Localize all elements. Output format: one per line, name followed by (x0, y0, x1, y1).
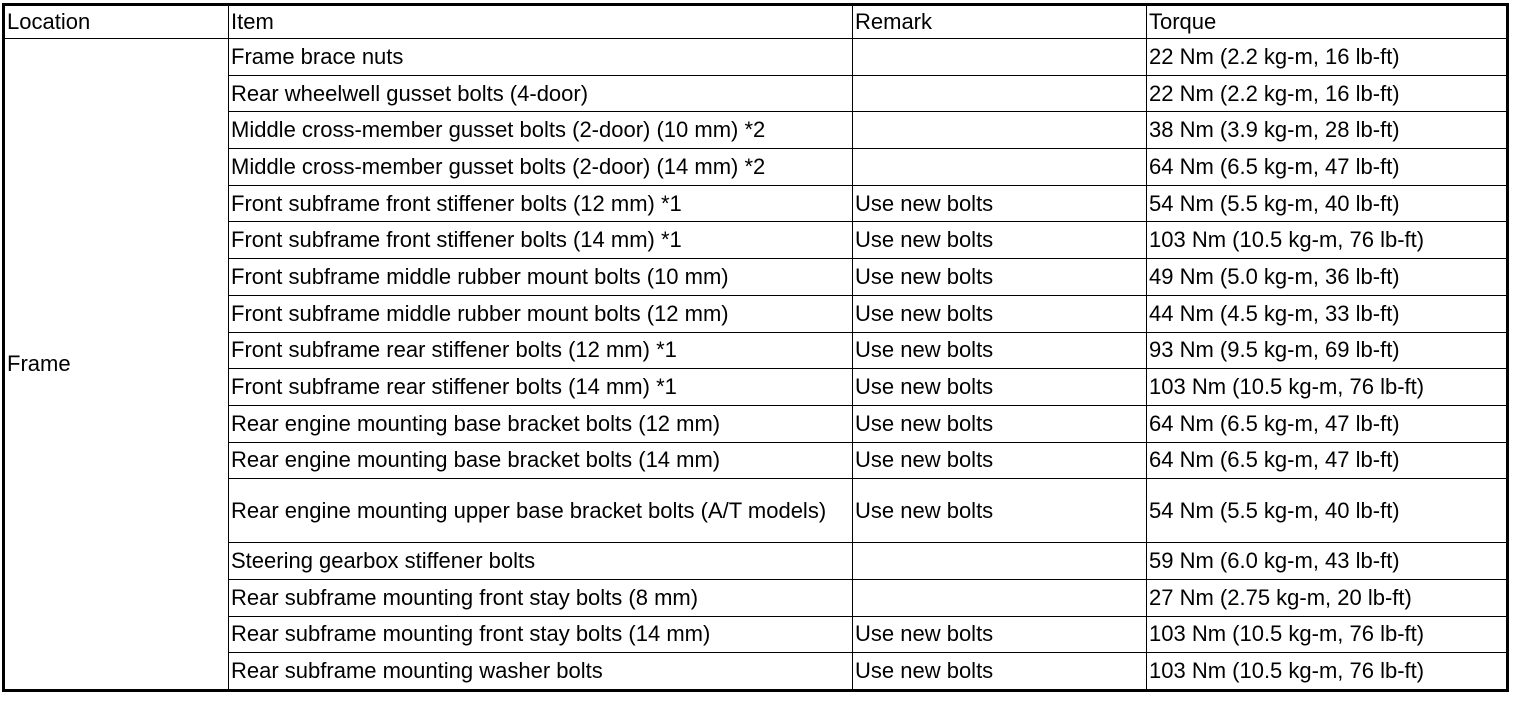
torque-cell: 103 Nm (10.5 kg-m, 76 lb-ft) (1147, 369, 1507, 406)
table-row (5, 616, 1507, 653)
item-cell: Front subframe rear stiffener bolts (14 mm) *1 (229, 369, 853, 406)
remark-cell (853, 75, 1147, 112)
torque-cell: 54 Nm (5.5 kg-m, 40 lb-ft) (1147, 185, 1507, 222)
item-cell: Rear engine mounting base bracket bolts (14 mm) (229, 442, 853, 479)
table-row (5, 332, 1507, 369)
torque-cell: 38 Nm (3.9 kg-m, 28 lb-ft) (1147, 112, 1507, 149)
remark-cell (853, 543, 1147, 580)
remark-cell: Use new bolts (853, 369, 1147, 406)
location-cell: Frame (5, 39, 229, 690)
table-row (5, 369, 1507, 406)
remark-cell: Use new bolts (853, 442, 1147, 479)
torque-cell: 64 Nm (6.5 kg-m, 47 lb-ft) (1147, 405, 1507, 442)
torque-cell: 27 Nm (2.75 kg-m, 20 lb-ft) (1147, 579, 1507, 616)
item-cell: Front subframe middle rubber mount bolts (10 mm) (229, 259, 853, 296)
table-row (5, 479, 1507, 543)
remark-cell: Use new bolts (853, 616, 1147, 653)
table-row (5, 653, 1507, 690)
item-cell: Middle cross-member gusset bolts (2-door) (14 mm) *2 (229, 149, 853, 186)
torque-cell: 103 Nm (10.5 kg-m, 76 lb-ft) (1147, 616, 1507, 653)
torque-cell: 22 Nm (2.2 kg-m, 16 lb-ft) (1147, 75, 1507, 112)
remark-cell: Use new bolts (853, 259, 1147, 296)
table-row (5, 442, 1507, 479)
table-row (5, 75, 1507, 112)
remark-cell: Use new bolts (853, 185, 1147, 222)
torque-cell: 103 Nm (10.5 kg-m, 76 lb-ft) (1147, 653, 1507, 690)
torque-cell: 103 Nm (10.5 kg-m, 76 lb-ft) (1147, 222, 1507, 259)
torque-specification-table (4, 5, 1507, 690)
torque-cell: 22 Nm (2.2 kg-m, 16 lb-ft) (1147, 39, 1507, 76)
item-cell: Middle cross-member gusset bolts (2-door) (10 mm) *2 (229, 112, 853, 149)
item-cell: Rear wheelwell gusset bolts (4-door) (229, 75, 853, 112)
torque-cell: 64 Nm (6.5 kg-m, 47 lb-ft) (1147, 149, 1507, 186)
item-cell: Rear subframe mounting front stay bolts (14 mm) (229, 616, 853, 653)
torque-table-container (4, 5, 1507, 690)
table-row (5, 149, 1507, 186)
header-remark: Remark (853, 6, 1147, 39)
remark-cell: Use new bolts (853, 295, 1147, 332)
remark-cell: Use new bolts (853, 332, 1147, 369)
remark-cell (853, 39, 1147, 76)
item-cell: Rear engine mounting upper base bracket bolts (A/T models) (229, 479, 853, 543)
item-cell: Front subframe front stiffener bolts (12 mm) *1 (229, 185, 853, 222)
item-cell: Rear engine mounting base bracket bolts (12 mm) (229, 405, 853, 442)
table-row (5, 405, 1507, 442)
header-location: Location (5, 6, 229, 39)
torque-cell: 44 Nm (4.5 kg-m, 33 lb-ft) (1147, 295, 1507, 332)
table-row (5, 185, 1507, 222)
remark-cell: Use new bolts (853, 653, 1147, 690)
header-item: Item (229, 6, 853, 39)
torque-cell: 49 Nm (5.0 kg-m, 36 lb-ft) (1147, 259, 1507, 296)
torque-cell: 59 Nm (6.0 kg-m, 43 lb-ft) (1147, 543, 1507, 580)
table-row (5, 112, 1507, 149)
torque-cell: 54 Nm (5.5 kg-m, 40 lb-ft) (1147, 479, 1507, 543)
table-row (5, 39, 1507, 76)
table-row (5, 259, 1507, 296)
remark-cell: Use new bolts (853, 222, 1147, 259)
item-cell: Rear subframe mounting washer bolts (229, 653, 853, 690)
table-row (5, 295, 1507, 332)
remark-cell (853, 579, 1147, 616)
remark-cell: Use new bolts (853, 479, 1147, 543)
table-row (5, 222, 1507, 259)
table-row (5, 543, 1507, 580)
remark-cell (853, 112, 1147, 149)
item-cell: Steering gearbox stiffener bolts (229, 543, 853, 580)
item-cell: Front subframe middle rubber mount bolts (12 mm) (229, 295, 853, 332)
item-cell: Rear subframe mounting front stay bolts (8 mm) (229, 579, 853, 616)
item-cell: Frame brace nuts (229, 39, 853, 76)
remark-cell: Use new bolts (853, 405, 1147, 442)
table-header-row (5, 6, 1507, 39)
torque-cell: 64 Nm (6.5 kg-m, 47 lb-ft) (1147, 442, 1507, 479)
item-cell: Front subframe rear stiffener bolts (12 mm) *1 (229, 332, 853, 369)
remark-cell (853, 149, 1147, 186)
header-torque: Torque (1147, 6, 1507, 39)
item-cell: Front subframe front stiffener bolts (14 mm) *1 (229, 222, 853, 259)
torque-cell: 93 Nm (9.5 kg-m, 69 lb-ft) (1147, 332, 1507, 369)
table-row (5, 579, 1507, 616)
